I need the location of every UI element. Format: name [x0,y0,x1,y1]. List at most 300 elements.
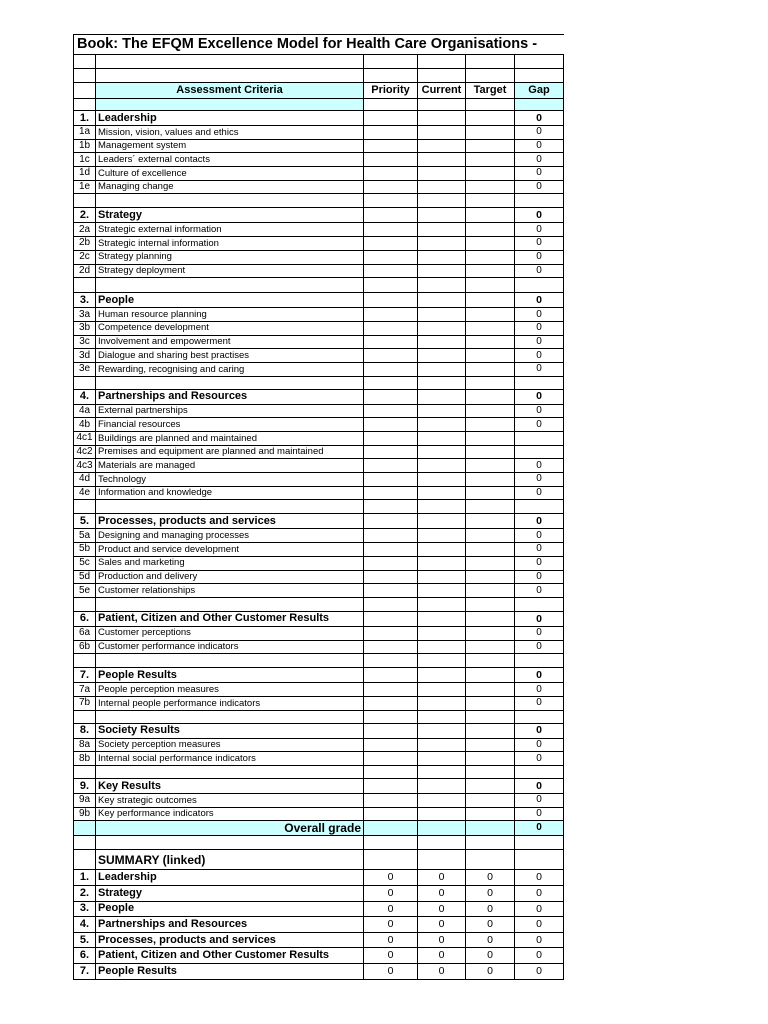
empty-cell[interactable] [466,766,515,779]
current-cell[interactable] [418,779,466,794]
criterion-label[interactable]: External partnerships [96,404,364,418]
priority-cell[interactable] [364,696,418,710]
summary-priority[interactable]: 0 [364,932,418,948]
summary-label[interactable]: Leadership [96,870,364,886]
priority-cell[interactable] [364,111,418,126]
criterion-number[interactable]: 6b [74,640,96,654]
gap-cell[interactable]: 0 [515,237,564,251]
empty-cell[interactable] [74,654,96,668]
empty-cell[interactable] [515,710,564,723]
summary-number[interactable]: 1. [74,870,96,886]
criterion-number[interactable]: 7a [74,683,96,697]
section-title[interactable]: People [96,293,364,308]
priority-cell[interactable] [364,723,418,738]
current-cell[interactable] [418,683,466,697]
empty-cell[interactable] [96,500,364,514]
target-cell[interactable] [466,180,515,194]
current-cell[interactable] [418,556,466,570]
target-cell[interactable] [466,459,515,473]
priority-cell[interactable] [364,208,418,223]
empty-cell[interactable] [466,654,515,668]
current-cell[interactable] [418,126,466,140]
empty-cell[interactable] [364,69,418,83]
target-cell[interactable] [466,250,515,264]
empty-cell[interactable] [96,766,364,779]
current-cell[interactable] [418,611,466,626]
summary-gap[interactable]: 0 [515,932,564,948]
gap-cell[interactable]: 0 [515,486,564,500]
empty-cell[interactable] [74,194,96,208]
target-cell[interactable] [466,349,515,363]
gap-cell[interactable]: 0 [515,779,564,794]
gap-cell[interactable]: 0 [515,321,564,335]
gap-cell[interactable]: 0 [515,473,564,487]
criterion-number[interactable]: 2c [74,250,96,264]
gap-cell[interactable]: 0 [515,308,564,322]
header-current[interactable]: Current [418,83,466,99]
target-cell[interactable] [466,308,515,322]
priority-cell[interactable] [364,389,418,404]
criterion-label[interactable]: Product and service development [96,543,364,557]
header-blank[interactable] [74,83,96,99]
summary-number[interactable]: 7. [74,963,96,979]
empty-cell[interactable] [74,710,96,723]
priority-cell[interactable] [364,153,418,167]
criterion-number[interactable]: 4c1 [74,432,96,446]
empty-cell[interactable] [466,99,515,111]
priority-cell[interactable] [364,362,418,376]
section-title[interactable]: Strategy [96,208,364,223]
empty-cell[interactable] [96,99,364,111]
criterion-number[interactable]: 4b [74,418,96,432]
empty-cell[interactable] [515,500,564,514]
section-number[interactable]: 8. [74,723,96,738]
criterion-number[interactable]: 4c2 [74,445,96,459]
empty-cell[interactable] [466,597,515,611]
summary-label[interactable]: People Results [96,963,364,979]
empty-cell[interactable] [364,654,418,668]
empty-cell[interactable] [418,500,466,514]
criterion-number[interactable]: 4c3 [74,459,96,473]
current-cell[interactable] [418,264,466,278]
priority-cell[interactable] [364,459,418,473]
target-cell[interactable] [466,208,515,223]
empty-cell[interactable] [418,766,466,779]
empty-cell[interactable] [466,836,515,850]
target-cell[interactable] [466,696,515,710]
target-cell[interactable] [466,611,515,626]
empty-cell[interactable] [74,376,96,389]
target-cell[interactable] [466,570,515,584]
target-cell[interactable] [466,821,515,836]
criterion-number[interactable]: 2d [74,264,96,278]
target-cell[interactable] [466,264,515,278]
target-cell[interactable] [466,794,515,808]
summary-current[interactable]: 0 [418,870,466,886]
criterion-number[interactable]: 5e [74,584,96,598]
criterion-label[interactable]: Strategy planning [96,250,364,264]
empty-cell[interactable] [418,376,466,389]
empty-cell[interactable] [515,850,564,870]
priority-cell[interactable] [364,418,418,432]
section-number[interactable]: 4. [74,389,96,404]
current-cell[interactable] [418,153,466,167]
criterion-label[interactable]: Buildings are planned and maintained [96,432,364,446]
gap-cell[interactable] [515,445,564,459]
gap-cell[interactable]: 0 [515,362,564,376]
empty-cell[interactable] [364,376,418,389]
gap-cell[interactable]: 0 [515,335,564,349]
section-title[interactable]: Partnerships and Resources [96,389,364,404]
current-cell[interactable] [418,362,466,376]
section-number[interactable]: 6. [74,611,96,626]
target-cell[interactable] [466,626,515,640]
criterion-label[interactable]: Customer perceptions [96,626,364,640]
section-title[interactable]: Processes, products and services [96,514,364,529]
gap-cell[interactable]: 0 [515,529,564,543]
empty-cell[interactable] [96,597,364,611]
criterion-number[interactable]: 2b [74,237,96,251]
priority-cell[interactable] [364,308,418,322]
gap-cell[interactable]: 0 [515,611,564,626]
empty-cell[interactable] [74,766,96,779]
target-cell[interactable] [466,167,515,181]
empty-cell[interactable] [364,597,418,611]
empty-cell[interactable] [96,836,364,850]
criterion-number[interactable]: 4a [74,404,96,418]
current-cell[interactable] [418,321,466,335]
gap-cell[interactable]: 0 [515,250,564,264]
current-cell[interactable] [418,389,466,404]
target-cell[interactable] [466,752,515,766]
summary-gap[interactable]: 0 [515,901,564,917]
criterion-label[interactable]: Sales and marketing [96,556,364,570]
criterion-label[interactable]: Managing change [96,180,364,194]
section-title[interactable]: People Results [96,668,364,683]
criterion-number[interactable]: 7b [74,696,96,710]
gap-cell[interactable]: 0 [515,293,564,308]
criterion-label[interactable]: Culture of excellence [96,167,364,181]
summary-current[interactable]: 0 [418,917,466,933]
gap-cell[interactable]: 0 [515,696,564,710]
empty-cell[interactable] [515,836,564,850]
current-cell[interactable] [418,738,466,752]
sheet-title[interactable]: Book: The EFQM Excellence Model for Health Care Organisations - [74,35,564,55]
current-cell[interactable] [418,111,466,126]
criterion-number[interactable]: 9b [74,807,96,821]
gap-cell[interactable]: 0 [515,723,564,738]
empty-cell[interactable] [364,278,418,293]
section-title[interactable]: Leadership [96,111,364,126]
empty-cell[interactable] [96,278,364,293]
priority-cell[interactable] [364,807,418,821]
empty-cell[interactable] [515,99,564,111]
summary-priority[interactable]: 0 [364,917,418,933]
criterion-label[interactable]: Management system [96,139,364,153]
current-cell[interactable] [418,529,466,543]
summary-current[interactable]: 0 [418,948,466,964]
current-cell[interactable] [418,404,466,418]
current-cell[interactable] [418,208,466,223]
criterion-label[interactable]: Strategic internal information [96,237,364,251]
target-cell[interactable] [466,779,515,794]
priority-cell[interactable] [364,473,418,487]
criterion-label[interactable]: Key strategic outcomes [96,794,364,808]
summary-current[interactable]: 0 [418,901,466,917]
empty-cell[interactable] [515,766,564,779]
gap-cell[interactable]: 0 [515,570,564,584]
current-cell[interactable] [418,807,466,821]
priority-cell[interactable] [364,626,418,640]
summary-title[interactable]: SUMMARY (linked) [96,850,364,870]
criterion-number[interactable]: 2a [74,223,96,237]
criterion-label[interactable]: Customer relationships [96,584,364,598]
current-cell[interactable] [418,459,466,473]
empty-cell[interactable] [466,278,515,293]
criterion-label[interactable]: Involvement and empowerment [96,335,364,349]
priority-cell[interactable] [364,237,418,251]
overall-grade-value[interactable]: 0 [515,821,564,836]
priority-cell[interactable] [364,167,418,181]
current-cell[interactable] [418,308,466,322]
summary-number[interactable]: 5. [74,932,96,948]
summary-current[interactable]: 0 [418,963,466,979]
empty-cell[interactable] [418,710,466,723]
priority-cell[interactable] [364,250,418,264]
gap-cell[interactable]: 0 [515,167,564,181]
priority-cell[interactable] [364,738,418,752]
summary-target[interactable]: 0 [466,870,515,886]
current-cell[interactable] [418,473,466,487]
summary-target[interactable]: 0 [466,885,515,901]
empty-cell[interactable] [515,654,564,668]
empty-cell[interactable] [418,654,466,668]
empty-cell[interactable] [466,69,515,83]
current-cell[interactable] [418,514,466,529]
priority-cell[interactable] [364,335,418,349]
criterion-number[interactable]: 9a [74,794,96,808]
summary-gap[interactable]: 0 [515,870,564,886]
criterion-label[interactable]: Society perception measures [96,738,364,752]
section-number[interactable]: 2. [74,208,96,223]
target-cell[interactable] [466,432,515,446]
current-cell[interactable] [418,237,466,251]
criterion-label[interactable]: Strategic external information [96,223,364,237]
target-cell[interactable] [466,126,515,140]
empty-cell[interactable] [96,376,364,389]
empty-cell[interactable] [74,821,96,836]
current-cell[interactable] [418,250,466,264]
criterion-number[interactable]: 1d [74,167,96,181]
empty-cell[interactable] [74,836,96,850]
gap-cell[interactable]: 0 [515,683,564,697]
target-cell[interactable] [466,723,515,738]
criterion-number[interactable]: 8a [74,738,96,752]
target-cell[interactable] [466,111,515,126]
gap-cell[interactable]: 0 [515,668,564,683]
empty-cell[interactable] [364,500,418,514]
empty-cell[interactable] [364,850,418,870]
gap-cell[interactable]: 0 [515,807,564,821]
empty-cell[interactable] [515,376,564,389]
target-cell[interactable] [466,223,515,237]
empty-cell[interactable] [515,597,564,611]
current-cell[interactable] [418,293,466,308]
target-cell[interactable] [466,529,515,543]
gap-cell[interactable]: 0 [515,418,564,432]
priority-cell[interactable] [364,223,418,237]
current-cell[interactable] [418,752,466,766]
criterion-label[interactable]: Key performance indicators [96,807,364,821]
summary-label[interactable]: Strategy [96,885,364,901]
priority-cell[interactable] [364,126,418,140]
target-cell[interactable] [466,807,515,821]
target-cell[interactable] [466,321,515,335]
summary-priority[interactable]: 0 [364,885,418,901]
empty-cell[interactable] [418,55,466,69]
empty-cell[interactable] [418,836,466,850]
criterion-number[interactable]: 1b [74,139,96,153]
criterion-label[interactable]: Information and knowledge [96,486,364,500]
current-cell[interactable] [418,696,466,710]
header-priority[interactable]: Priority [364,83,418,99]
criterion-number[interactable]: 5a [74,529,96,543]
overall-grade-label[interactable]: Overall grade [96,821,364,836]
criterion-number[interactable]: 1a [74,126,96,140]
summary-gap[interactable]: 0 [515,885,564,901]
empty-cell[interactable] [96,55,364,69]
empty-cell[interactable] [74,278,96,293]
empty-cell[interactable] [418,69,466,83]
criterion-label[interactable]: Materials are managed [96,459,364,473]
empty-cell[interactable] [418,850,466,870]
target-cell[interactable] [466,640,515,654]
summary-gap[interactable]: 0 [515,963,564,979]
empty-cell[interactable] [364,836,418,850]
empty-cell[interactable] [515,55,564,69]
summary-number[interactable]: 6. [74,948,96,964]
priority-cell[interactable] [364,529,418,543]
priority-cell[interactable] [364,445,418,459]
target-cell[interactable] [466,584,515,598]
criterion-label[interactable]: Internal social performance indicators [96,752,364,766]
priority-cell[interactable] [364,570,418,584]
empty-cell[interactable] [466,710,515,723]
criterion-number[interactable]: 4d [74,473,96,487]
current-cell[interactable] [418,335,466,349]
empty-cell[interactable] [466,194,515,208]
section-number[interactable]: 5. [74,514,96,529]
target-cell[interactable] [466,445,515,459]
criterion-label[interactable]: Financial resources [96,418,364,432]
target-cell[interactable] [466,153,515,167]
gap-cell[interactable]: 0 [515,264,564,278]
current-cell[interactable] [418,723,466,738]
criterion-number[interactable]: 3b [74,321,96,335]
section-number[interactable]: 7. [74,668,96,683]
current-cell[interactable] [418,794,466,808]
empty-cell[interactable] [466,500,515,514]
summary-label[interactable]: Patient, Citizen and Other Customer Results [96,948,364,964]
current-cell[interactable] [418,349,466,363]
gap-cell[interactable]: 0 [515,752,564,766]
empty-cell[interactable] [96,194,364,208]
current-cell[interactable] [418,445,466,459]
criterion-label[interactable]: Designing and managing processes [96,529,364,543]
section-title[interactable]: Society Results [96,723,364,738]
criterion-number[interactable]: 1c [74,153,96,167]
priority-cell[interactable] [364,404,418,418]
target-cell[interactable] [466,335,515,349]
gap-cell[interactable]: 0 [515,180,564,194]
current-cell[interactable] [418,570,466,584]
empty-cell[interactable] [466,55,515,69]
target-cell[interactable] [466,556,515,570]
gap-cell[interactable]: 0 [515,349,564,363]
gap-cell[interactable] [515,432,564,446]
summary-priority[interactable]: 0 [364,901,418,917]
priority-cell[interactable] [364,432,418,446]
gap-cell[interactable]: 0 [515,514,564,529]
empty-cell[interactable] [96,710,364,723]
summary-label[interactable]: Partnerships and Resources [96,917,364,933]
empty-cell[interactable] [515,69,564,83]
priority-cell[interactable] [364,139,418,153]
target-cell[interactable] [466,362,515,376]
criterion-label[interactable]: Customer performance indicators [96,640,364,654]
gap-cell[interactable]: 0 [515,459,564,473]
criterion-number[interactable]: 8b [74,752,96,766]
criterion-label[interactable]: Leaders´ external contacts [96,153,364,167]
gap-cell[interactable]: 0 [515,208,564,223]
summary-current[interactable]: 0 [418,885,466,901]
gap-cell[interactable]: 0 [515,223,564,237]
empty-cell[interactable] [466,850,515,870]
gap-cell[interactable]: 0 [515,794,564,808]
empty-cell[interactable] [515,194,564,208]
summary-target[interactable]: 0 [466,901,515,917]
empty-cell[interactable] [74,69,96,83]
criterion-label[interactable]: Production and delivery [96,570,364,584]
section-number[interactable]: 3. [74,293,96,308]
priority-cell[interactable] [364,543,418,557]
criterion-number[interactable]: 5c [74,556,96,570]
header-criteria[interactable]: Assessment Criteria [96,83,364,99]
gap-cell[interactable]: 0 [515,626,564,640]
criterion-label[interactable]: Dialogue and sharing best practises [96,349,364,363]
priority-cell[interactable] [364,486,418,500]
target-cell[interactable] [466,404,515,418]
target-cell[interactable] [466,683,515,697]
section-title[interactable]: Patient, Citizen and Other Customer Results [96,611,364,626]
summary-target[interactable]: 0 [466,917,515,933]
summary-target[interactable]: 0 [466,948,515,964]
criterion-label[interactable]: Technology [96,473,364,487]
summary-number[interactable]: 2. [74,885,96,901]
empty-cell[interactable] [364,194,418,208]
current-cell[interactable] [418,139,466,153]
criterion-number[interactable]: 6a [74,626,96,640]
target-cell[interactable] [466,514,515,529]
summary-number[interactable]: 4. [74,917,96,933]
criterion-label[interactable]: Strategy deployment [96,264,364,278]
priority-cell[interactable] [364,611,418,626]
section-number[interactable]: 1. [74,111,96,126]
target-cell[interactable] [466,293,515,308]
empty-cell[interactable] [466,376,515,389]
criterion-number[interactable]: 3e [74,362,96,376]
summary-target[interactable]: 0 [466,932,515,948]
